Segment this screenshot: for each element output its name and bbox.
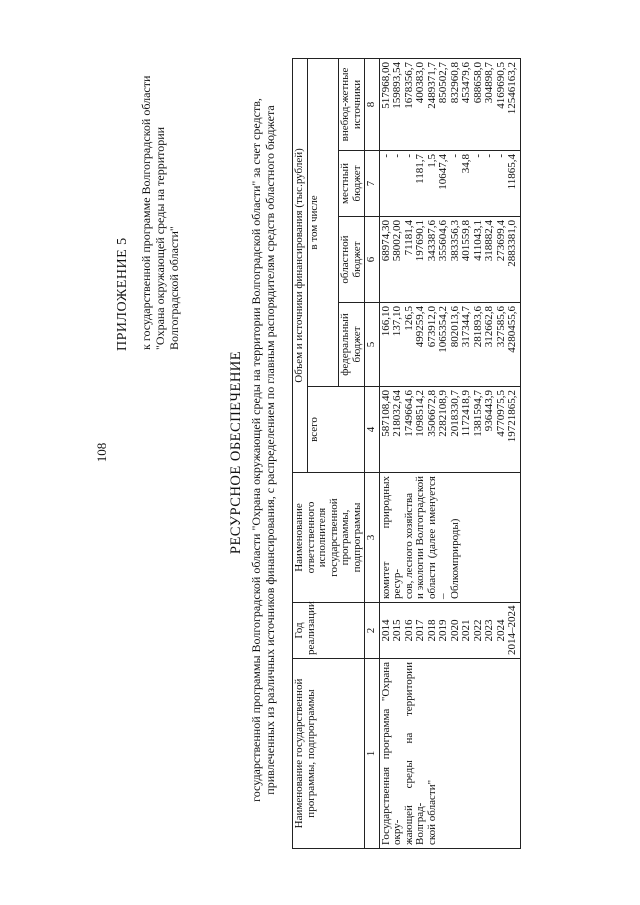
cell-line: 2019 [437,619,449,642]
cell-line: 58002,00 [391,220,403,262]
cell-line: 355604,6 [437,220,449,262]
description-line: государственной программы Волгоградской области "Охрана окружающей среды на территории Волгоградской области" за счет средств, [249,98,263,802]
cell-line: ской области" [425,779,438,845]
executor-cell [379,473,520,603]
cell-line: 2022 [471,619,484,642]
cell-line: 2016 [402,619,415,642]
cell-line: 318882,4 [483,220,495,262]
cell-line: - [448,154,461,158]
appendix-subtitle-line: к государственной программе Волгоградской области [139,75,153,350]
cell-line: 2018 [425,619,438,642]
cell-line: 327585,6 [494,306,507,348]
local-cell [379,151,520,217]
years-cell [379,603,520,659]
description-line: привлеченных из различных источников финансирования, с распределением по главным распорядителям средств областного бюджета [263,105,277,795]
cell-line: - [471,154,484,158]
cell-line: 218032,64 [391,390,403,437]
column-number: 6 [365,217,380,303]
cell-line: 1098514,2 [414,390,426,437]
header-year: Год реализации [293,603,365,659]
cell-line: 1678356,7 [402,61,415,109]
cell-line: 383356,3 [448,220,461,262]
column-number: 4 [365,387,380,473]
cell-line: 197690,1 [414,220,426,262]
header-executor: Наименование ответственного исполнителя государственной программы, подпрограммы [293,473,365,603]
cell-line: - [494,154,507,158]
cell-line: 2014–2024 [506,605,518,655]
document-description [249,55,277,845]
total-cell [379,387,520,473]
appendix-subtitle [139,60,181,350]
cell-line: 312662,8 [483,306,495,348]
cell-line: 166,10 [379,306,392,337]
cell-line: 2015 [391,619,403,642]
column-number: 8 [365,58,380,150]
program-name-cell [379,659,520,849]
column-number: 7 [365,151,380,217]
cell-line: 34,8 [460,154,472,174]
cell-line: 673912,0 [425,306,438,348]
cell-line: 688658,0 [471,61,484,104]
column-number: 5 [365,303,380,387]
page-number: 108 [94,442,109,463]
cell-line: 137,10 [391,306,403,337]
cell-line: 1065354,2 [437,306,449,353]
cell-line: 281893,6 [471,306,484,348]
column-number: 2 [365,603,380,659]
cell-line: - [379,154,392,158]
cell-line: 1,5 [425,154,438,168]
cell-line: 2014 [379,619,392,642]
cell-line: 2020 [448,619,461,642]
cell-line: 517968,00 [379,61,392,109]
header-total: всего [307,387,365,473]
table-row [379,58,520,848]
document-title: РЕСУРСНОЕ ОБЕСПЕЧЕНИЕ [228,350,244,555]
cell-line: 12546163,2 [506,61,518,115]
appendix-subtitle-line: "Охрана окружающей среды на территории [153,126,167,350]
header-regional: областной бюджет [339,217,365,303]
federal-cell [379,303,520,387]
cell-line: 1172418,9 [460,390,472,437]
cell-line: жающей среды на территории Волград- [402,662,426,845]
header-program-name: Наименование государственной программы, подпрограммы [293,659,365,849]
cell-line: 401559,8 [460,220,472,262]
cell-line: 10647,4 [437,154,449,190]
cell-line: 832960,8 [448,61,461,104]
cell-line: 2883381,0 [506,220,518,267]
cell-line: 2023 [483,619,495,642]
resource-table [292,58,521,849]
cell-line: 453479,6 [460,61,472,104]
cell-line: 411043,1 [471,220,484,261]
cell-line: 2017 [414,619,426,642]
cell-line: 936443,9 [483,390,495,432]
cell-line: 850502,7 [437,61,449,104]
cell-line: 11865,4 [506,154,518,190]
cell-line: 2018330,7 [448,390,461,437]
cell-line: 587108,40 [379,390,392,437]
cell-line: 499259,4 [414,306,426,348]
header-local: местный бюджет [339,151,365,217]
column-number: 3 [365,473,380,603]
appendix-subtitle-line: Волгоградской области" [167,226,181,350]
cell-line: 2024 [494,619,507,642]
cell-line: - [391,154,403,158]
cell-line: 273699,4 [494,220,507,262]
cell-line: 1381594,7 [471,390,484,437]
cell-line: 2489371,7 [425,61,438,109]
cell-line: 343387,6 [425,220,438,262]
header-including: в том числе [307,58,339,386]
header-extra-budgetary: внебюд-жетные источники [339,58,365,150]
cell-line: - [483,154,495,158]
cell-line: - [402,154,415,158]
cell-line: 2021 [460,619,472,642]
cell-line: Облкомприроды) [448,518,461,599]
cell-line: 19721865,2 [506,390,518,443]
column-number-row [365,58,380,848]
cell-line: сов, лесного хозяйства [402,493,415,599]
cell-line: 126,5 [402,306,415,331]
cell-line: 2282108,9 [437,390,449,437]
cell-line: области (далее именуется – [425,476,449,599]
cell-line: 71181,4 [402,220,415,256]
column-number: 1 [365,659,380,849]
cell-line: 159893,54 [391,61,403,109]
cell-line: 3506672,8 [425,390,438,437]
cell-line: 1749664,6 [402,390,415,437]
cell-line: 317344,7 [460,306,472,348]
cell-line: 4280455,6 [506,306,518,353]
cell-line: комитет природных ресур- [379,476,403,599]
header-federal: федеральный бюджет [339,303,365,387]
header-financing-volume: Объем и источники финансирования (тыс.рублей) [293,58,308,472]
cell-line: 400383,0 [414,61,426,104]
cell-line: 68974,30 [379,220,392,262]
cell-line: 802013,6 [448,306,461,348]
appendix-title: ПРИЛОЖЕНИЕ 5 [115,237,130,351]
cell-line: 1181,7 [414,154,426,184]
cell-line: 4770975,5 [494,390,507,437]
cell-line: и экологии Волгоградской [414,476,426,599]
cell-line: 4169690,5 [494,61,507,109]
cell-line: 304898,7 [483,61,495,104]
cell-line: Государственная программа "Охрана окру- [379,662,403,845]
extra-budgetary-cell [379,58,520,150]
regional-cell [379,217,520,303]
